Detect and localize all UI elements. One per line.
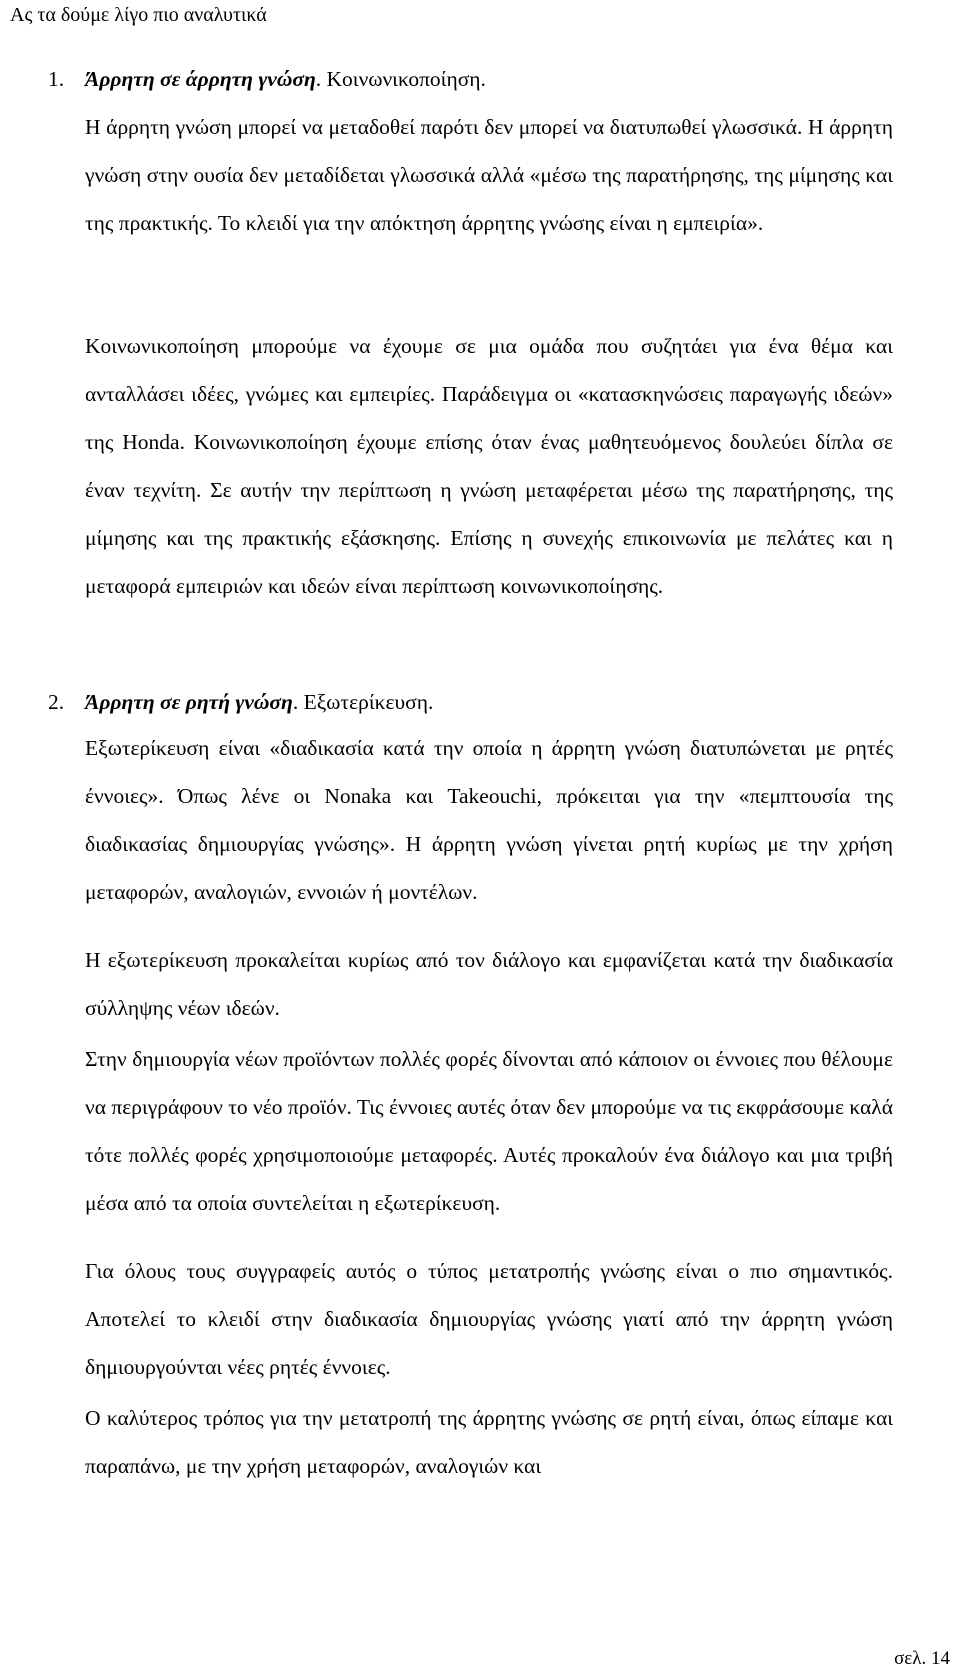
section-1-paragraph-1: Η άρρητη γνώση μπορεί να μεταδοθεί παρότι δεν μπορεί να διατυπωθεί γλωσσικά. Η άρρητη γνώση στην ουσία δεν μεταδίδεται γλωσσικά αλλά «μέσω της παρατήρησης, της μίμησης και της πρακτικής. Το κλειδί για την απόκτηση άρρητης γνώσης είναι η εμπειρία».: [85, 115, 893, 235]
section-2-paragraph-1: Εξωτερίκευση είναι «διαδικασία κατά την οποία η άρρητη γνώση διατυπώνεται με ρητές έννοιες». Όπως λένε οι Nonaka και Takeouchi, πρόκειται για την «πεμπτουσία της διαδικασίας δημιουργίας γνώσης». Η άρρητη γνώση γίνεται ρητή κυρίως με την χρήση μεταφορών, αναλογιών, εννοιών ή μοντέλων.: [85, 736, 893, 904]
page-heading: Ας τα δούμε λίγο πιο αναλυτικά: [10, 4, 267, 26]
section-2-header: [48, 678, 955, 726]
section-1-number: 1.: [48, 67, 65, 91]
section-2-paragraph-4: Για όλους τους συγγραφείς αυτός ο τύπος μετατροπής γνώσης είναι ο πιο σημαντικός. Αποτελεί το κλειδί στην διαδικασία δημιουργίας γνώσης γιατί από την άρρητη γνώση δημιουργούνται νέες ρητές έννοιες.: [85, 1259, 893, 1379]
section-2-paragraph-3: Στην δημιουργία νέων προϊόντων πολλές φορές δίνονται από κάποιον οι έννοιες που θέλουμε να περιγράφουν το νέο προϊόν. Τις έννοιες αυτές όταν δεν μπορούμε να τις εκφράσουμε καλά τότε πολλές φορές χρησιμοποιούμε μεταφορές. Αυτές προκαλούν ένα διάλογο και μια τριβή μέσα από τα οποία συντελείται η εξωτερίκευση.: [85, 1047, 893, 1215]
section-2-paragraph-5: Ο καλύτερος τρόπος για την μετατροπή της άρρητης γνώσης σε ρητή είναι, όπως είπαμε και παραπάνω, με την χρήση μεταφορών, αναλογιών και: [85, 1406, 893, 1478]
section-2-subtitle: . Εξωτερίκευση.: [292, 690, 434, 714]
section-1-title: Άρρητη σε άρρητη γνώση: [85, 67, 316, 91]
section-2-title: Άρρητη σε ρητή γνώση: [85, 690, 293, 714]
section-2-number: 2.: [48, 690, 65, 714]
section-1-header: [48, 55, 955, 103]
page-number: σελ. 14: [894, 1648, 950, 1669]
section-1-subtitle: . Κοινωνικοποίηση.: [315, 67, 486, 91]
section-2-paragraph-2: Η εξωτερίκευση προκαλείται κυρίως από τον διάλογο και εμφανίζεται κατά την διαδικασία σύλληψης νέων ιδεών.: [85, 948, 893, 1020]
section-1-paragraph-2: Κοινωνικοποίηση μπορούμε να έχουμε σε μια ομάδα που συζητάει για ένα θέμα και ανταλλάσει ιδέες, γνώμες και εμπειρίες. Παράδειγμα οι «κατασκηνώσεις παραγωγής ιδεών» της Honda. Κοινωνικοποίηση έχουμε επίσης όταν ένας μαθητευόμενος δουλεύει δίπλα σε έναν τεχνίτη. Σε αυτήν την περίπτωση η γνώση μεταφέρεται μέσω της παρατήρησης, της μίμησης και της πρακτικής εξάσκησης. Επίσης η συνεχής επικοινωνία με πελάτες και η μεταφορά εμπειριών και ιδεών είναι περίπτωση κοινωνικοποίησης.: [85, 334, 893, 598]
